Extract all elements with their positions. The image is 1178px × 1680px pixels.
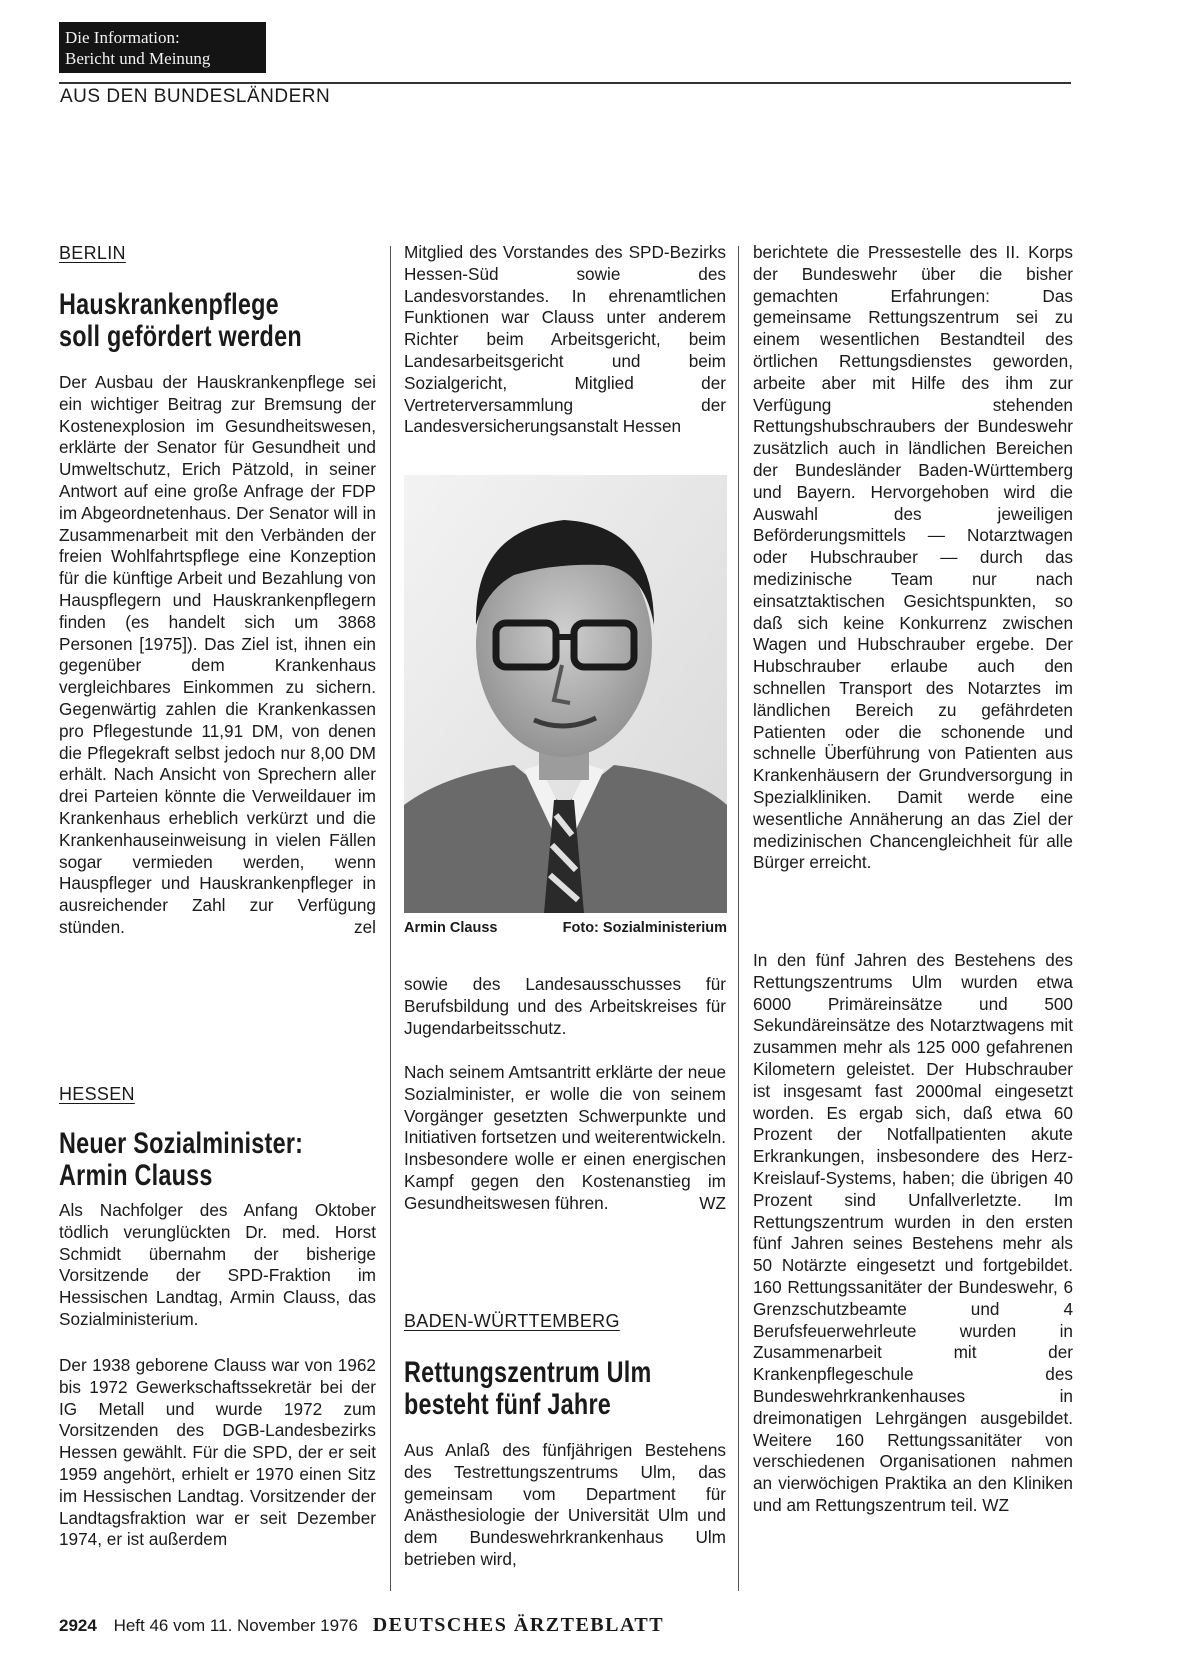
headline-hessen	[59, 1128, 303, 1192]
author-sign: WZ	[699, 1192, 726, 1213]
masthead-line2: Bericht und Meinung	[65, 49, 211, 68]
headline-line: Hauskrankenpflege	[59, 288, 279, 321]
author-sign: zel	[354, 916, 376, 937]
region-baden-wuerttemberg: BADEN-WÜRTTEMBERG	[404, 1311, 620, 1331]
column-divider	[390, 246, 391, 1591]
region-hessen: HESSEN	[59, 1084, 135, 1104]
article-body-hessen-p3: sowie des Landesausschusses für Berufsbildung und des Arbeitskreises für Jugendarbeitsschutz.	[404, 974, 726, 1038]
body-text: In den fünf Jahren des Bestehens des Rettungszentrums Ulm wurden etwa 6000 Primäreinsätze und 500 Sekundäreinsätze des Notarztwagens mit zusammen mehr als 125 000 gefahrenen Kilometern geleistet. Der Hubschrauber ist insgesamt fast 2000mal eingesetzt worden. Es ergab sich, daß etwa 60 Prozent der Notfallpatienten akute Erkrankungen, insbesondere des Herz-Kreislauf-Systems, haben; die übrigen 40 Prozent sind Unfallverletzte. Im Rettungszentrum wurden in den ersten fünf Jahren seines Bestehens mehr als 50 Notärzte eingesetzt und fortgebildet. 160 Rettungssanitäter der Bundeswehr, 6 Grenzschutzbeamte und 4 Berufsfeuerwehrleute wurden in Zusammenarbeit mit der Krankenpflegeschule des Bundeswehrkrankenhauses in dreimonatigen Lehrgängen ausgebildet. Weitere 160 Rettungssanitäter von verschiedenen Organisationen nahmen an vierwöchigen Praktika an den Kliniken und am Rettungszentrum teil.	[753, 950, 1073, 1515]
body-text: Der Ausbau der Hauskrankenpflege sei ein wichtiger Beitrag zur Bremsung der Kostenexplosion im Gesundheitswesen, erklärte der Senator für Gesundheit und Umweltschutz, Erich Pätzold, in seiner Antwort auf eine große Anfrage der FDP im Abgeordnetenhaus. Der Senator will in Zusammenarbeit mit den Verbänden der freien Wohlfahrtspflege eine Konzeption für die künftige Arbeit und Bezahlung von Hauspflegern und Hauskrankenpflegern finden (es handelt sich um 3868 Personen [1975]). Das Ziel ist, ihnen ein gegenüber dem Krankenhaus vergleichbares Einkommen zu sichern. Gegenwärtig zahlen die Krankenkassen pro Pflegestunde 11,91 DM, von denen die Pflegekraft selbst jedoch nur 8,00 DM erhält. Nach Ansicht von Sprechern aller drei Parteien könnte die Verweildauer im Krankenhaus erheblich verkürzt und die Krankenhauseinweisung in vielen Fällen sogar vermieden werden, wenn Hauspfleger und Hauskrankenpfleger in ausreichender Zahl zur Verfügung stünden.	[59, 372, 376, 937]
author-sign: WZ	[982, 1494, 1010, 1515]
article-intro-hessen: Als Nachfolger des Anfang Oktober tödlich verunglückten Dr. med. Horst Schmidt übernahm der bisherige Vorsitzende der SPD-Fraktion im Hessischen Landtag, Armin Clauss, das Sozialministerium.	[59, 1200, 376, 1329]
column-divider	[738, 246, 739, 1591]
header-rule	[59, 82, 1071, 84]
headline-line: Armin Clauss	[59, 1159, 213, 1192]
body-text: Nach seinem Amtsantritt erklärte der neue Sozialminister, er wolle die von seinem Vorgänger gesetzten Schwerpunkte und Initiativen fortsetzen und weiterentwickeln. Insbesondere wolle er einen energischen Kampf gegen den Kostenanstieg im Gesundheitswesen führen.	[404, 1062, 726, 1213]
region-berlin: BERLIN	[59, 243, 126, 263]
article-body-hessen-p4	[404, 1062, 726, 1215]
caption-name: Armin Clauss	[404, 920, 498, 936]
caption-credit: Foto: Sozialministerium	[562, 920, 727, 936]
headline-line: Neuer Sozialminister:	[59, 1127, 304, 1160]
headline-baden-wuerttemberg	[404, 1357, 652, 1421]
article-body-bw-p2	[753, 950, 1073, 1517]
headline-line: besteht fünf Jahre	[404, 1388, 612, 1421]
page-number: 2924	[59, 1616, 97, 1635]
masthead-line1: Die Information:	[65, 28, 180, 47]
page-footer	[59, 1614, 664, 1637]
portrait-photo	[404, 475, 727, 913]
article-body-hessen-cont: Mitglied des Vorstandes des SPD-Bezirks Hessen-Süd sowie des Landesvorstandes. In ehrenamtlichen Funktionen war Clauss unter anderem Richter beim Arbeitsgericht, beim Landesarbeitsgericht und beim Sozialgericht, Mitglied der Vertreterversammlung der Landesversicherungsanstalt Hessen	[404, 242, 726, 437]
article-body-bw: berichtete die Pressestelle des II. Korps der Bundeswehr über die bisher gemachten Erfahrungen: Das gemeinsame Rettungszentrum sei zu einem wesentlichen Bestandteil des örtlichen Rettungsdienstes geworden, arbeite aber mit Hilfe des ihm zur Verfügung stehenden Rettungshubschraubers der Bundeswehr zusätzlich auch in ländlichen Bereichen der Bundesländer Baden-Württemberg und Bayern. Hervorgehoben wird die Auswahl des jeweiligen Beförderungsmittels — Notarztwagen oder Hubschrauber — durch das medizinische Team nur nach einsatztaktischen Gesichtspunkten, so daß sich keine Konkurrenz zwischen Wagen und Hubschrauber ergebe. Der Hubschrauber erlaube auch den schnellen Transport des Notarztes im ländlichen Bereich zu gefährdeten Patienten oder die schonende und schnelle Überführung von Patienten aus Krankenhäusern der Grundversorgung in Spezialkliniken. Damit werde eine wesentliche Annäherung an das Ziel der medizinischen Chancengleichheit für alle Bürger erreicht.	[753, 242, 1073, 873]
headline-line: soll gefördert werden	[59, 320, 302, 353]
section-title: AUS DEN BUNDESLÄNDERN	[60, 86, 331, 107]
journal-name: DEUTSCHES ÄRZTEBLATT	[372, 1614, 665, 1636]
issue-info: Heft 46 vom 11. November 1976	[113, 1616, 358, 1635]
headline-line: Rettungszentrum Ulm	[404, 1356, 652, 1389]
masthead	[59, 22, 266, 73]
article-body-berlin	[59, 372, 376, 939]
headline-berlin	[59, 289, 302, 353]
article-body-hessen: Der 1938 geborene Clauss war von 1962 bis 1972 Gewerkschaftssekretär bei der IG Metall und wurde 1972 zum Vorsitzenden des DGB-Landesbezirks Hessen gewählt. Für die SPD, der er seit 1959 angehört, erhielt er 1970 einen Sitz im Hessischen Landtag. Vorsitzender der Landtagsfraktion war er seit Dezember 1974, er ist außerdem	[59, 1355, 376, 1550]
portrait-image	[404, 475, 727, 913]
article-intro-bw: Aus Anlaß des fünfjährigen Bestehens des Testrettungszentrums Ulm, das gemeinsam vom Department für Anästhesiologie der Universität Ulm und dem Bundeswehrkrankenhaus Ulm betrieben wird,	[404, 1440, 726, 1569]
photo-caption	[404, 920, 727, 936]
